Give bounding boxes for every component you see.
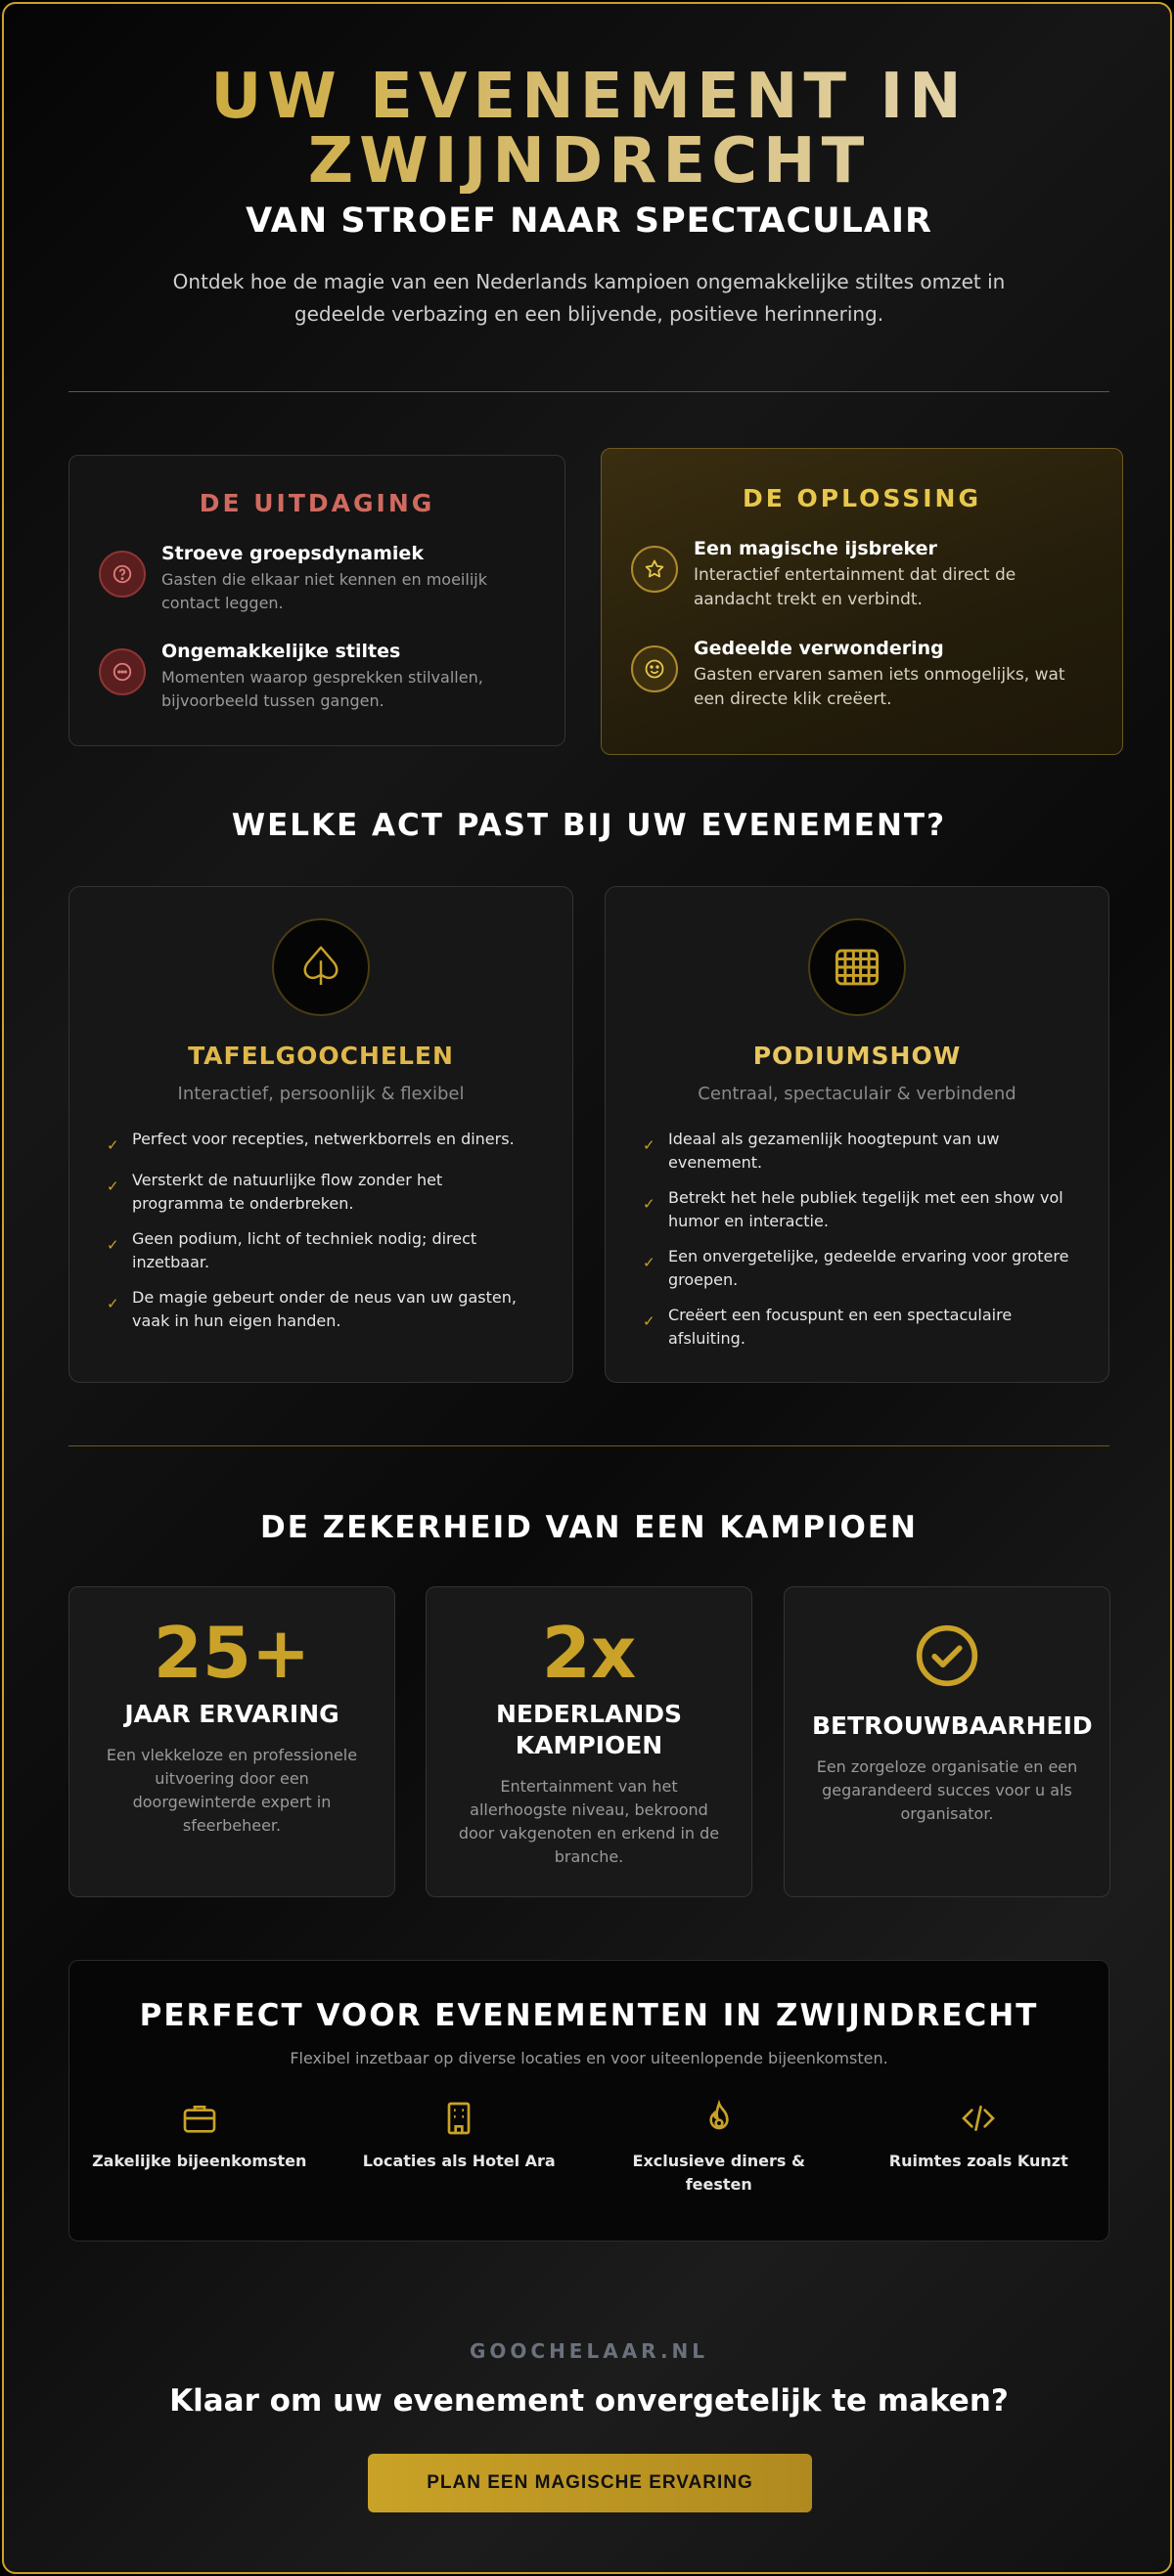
perfect-title: PERFECT VOOR EVENEMENTEN IN ZWIJNDRECHT — [139, 1998, 1039, 2033]
star-icon — [631, 546, 678, 593]
building-icon — [330, 2097, 590, 2140]
list-item: ✓ Betrekt het hele publiek tegelijk met een show vol humor en interactie. — [643, 1186, 1071, 1233]
act-card-podiumshow — [605, 886, 1109, 1383]
challenge-item — [99, 543, 535, 615]
spade-icon — [272, 918, 370, 1016]
challenge-item — [99, 641, 535, 713]
question-icon — [99, 551, 146, 598]
check-icon: ✓ — [643, 1136, 655, 1154]
champion-title: DE ZEKERHEID VAN EEN KAMPIOEN — [260, 1510, 918, 1545]
solution-panel — [601, 448, 1123, 755]
check-icon: ✓ — [643, 1312, 655, 1330]
venue-item — [330, 2097, 590, 2197]
stat-card-reliability — [784, 1586, 1110, 1897]
hero-description: Ontdek hoe de magie van een Nederlands kampioen ongemakkelijke stiltes omzet in gedeelde verbazing en een blijvende, positieve herinnering. — [172, 270, 1006, 326]
check-icon: ✓ — [107, 1177, 119, 1195]
stat-card-experience — [68, 1586, 395, 1897]
list-item: ✓ Een onvergetelijke, gedeelde ervaring voor grotere groepen. — [643, 1245, 1071, 1292]
check-circle-icon — [812, 1622, 1082, 1691]
venue-label: Exclusieve diners & feesten — [632, 2152, 805, 2194]
challenge-item-title: Ongemakkelijke stiltes — [161, 641, 401, 662]
act-card-tafelgoochelen — [68, 886, 573, 1383]
flame-icon — [589, 2097, 849, 2140]
check-icon: ✓ — [643, 1195, 655, 1213]
act-tagline: Centraal, spectaculair & verbindend — [698, 1084, 1016, 1104]
list-item: ✓ Geen podium, licht of techniek nodig; direct inzetbaar. — [107, 1227, 535, 1274]
act-tagline: Interactief, persoonlijk & flexibel — [177, 1084, 465, 1104]
stage-grid-icon — [808, 918, 906, 1016]
stat-text: Een vlekkeloze en professionele uitvoering door een doorgewinterde expert in sfeerbeheer. — [106, 1746, 358, 1835]
speech-bubble-icon — [99, 648, 146, 695]
solution-title: DE OPLOSSING — [742, 484, 982, 512]
venue-label: Zakelijke bijeenkomsten — [92, 2152, 307, 2170]
venue-item — [589, 2097, 849, 2197]
challenge-panel — [68, 455, 565, 746]
code-icon — [849, 2097, 1109, 2140]
stat-text: Een zorgeloze organisatie en een gegarandeerd succes voor u als organisator. — [816, 1757, 1078, 1823]
challenge-item-text: Gasten die elkaar niet kennen en moeilijk contact leggen. — [161, 570, 487, 612]
venue-item — [849, 2097, 1109, 2197]
list-item: ✓ Perfect voor recepties, netwerkborrels en diners. — [107, 1128, 535, 1157]
list-item: ✓ Ideaal als gezamenlijk hoogtepunt van uw evenement. — [643, 1128, 1071, 1175]
stat-title: NEDERLANDS KAMPIOEN — [495, 1700, 683, 1759]
list-item: ✓ De magie gebeurt onder de neus van uw gasten, vaak in hun eigen handen. — [107, 1286, 535, 1333]
solution-item — [631, 638, 1093, 712]
act-title: PODIUMSHOW — [752, 1042, 962, 1070]
briefcase-icon — [69, 2097, 330, 2140]
challenge-item-title: Stroeve groepsdynamiek — [161, 543, 424, 564]
check-icon: ✓ — [643, 1254, 655, 1271]
smiley-icon — [631, 645, 678, 692]
acts-title: WELKE ACT PAST BIJ UW EVENEMENT? — [231, 808, 947, 843]
challenge-title: DE UITDAGING — [199, 489, 435, 517]
list-item: ✓ Versterkt de natuurlijke flow zonder het programma te onderbreken. — [107, 1169, 535, 1216]
check-icon: ✓ — [107, 1295, 119, 1312]
perfect-panel — [68, 1960, 1109, 2242]
stat-title: JAAR ERVARING — [124, 1700, 339, 1728]
solution-item-text: Interactief entertainment dat direct de aandacht trekt en verbindt. — [694, 565, 1016, 609]
brand-name: GOOCHELAAR.NL — [469, 2339, 709, 2363]
hero-title: UW EVENEMENT IN ZWIJNDRECHT — [4, 65, 1172, 194]
stat-text: Entertainment van het allerhoogste niveau, bekroond door vakgenoten en erkend in de branche. — [458, 1777, 720, 1866]
act-points — [643, 1128, 1071, 1351]
cta-title: Klaar om uw evenement onvergetelijk te maken? — [169, 2383, 1009, 2419]
venue-label: Locaties als Hotel Ara — [362, 2152, 556, 2170]
plan-experience-button[interactable]: PLAN EEN MAGISCHE ERVARING — [368, 2454, 812, 2512]
act-points — [107, 1128, 535, 1333]
solution-item-text: Gasten ervaren samen iets onmogelijks, wat een directe klik creëert. — [694, 665, 1065, 709]
venue-label: Ruimtes zoals Kunzt — [888, 2152, 1068, 2170]
divider — [68, 391, 1109, 392]
perfect-lead: Flexibel inzetbaar op diverse locaties en voor uiteenlopende bijeenkomsten. — [290, 2049, 888, 2067]
challenge-item-text: Momenten waarop gesprekken stilvallen, bijvoorbeeld tussen gangen. — [161, 668, 483, 710]
solution-item-title: Gedeelde verwondering — [694, 638, 944, 659]
divider — [68, 1445, 1109, 1446]
check-icon: ✓ — [107, 1236, 119, 1254]
venue-list — [69, 2097, 1108, 2197]
stat-card-champion — [426, 1586, 752, 1897]
act-title: TAFELGOOCHELEN — [188, 1042, 454, 1070]
list-item: ✓ Creëert een focuspunt en een spectaculaire afsluiting. — [643, 1304, 1071, 1351]
venue-item — [69, 2097, 330, 2197]
stat-title: BETROUWBAARHEID — [812, 1711, 1093, 1740]
solution-item-title: Een magische ijsbreker — [694, 538, 937, 559]
stat-value: 2x — [541, 1612, 637, 1694]
check-icon: ✓ — [107, 1136, 119, 1154]
hero-subtitle: VAN STROEF NAAR SPECTACULAIR — [246, 201, 932, 241]
page-frame — [2, 2, 1172, 2574]
stat-value: 25+ — [153, 1612, 311, 1694]
solution-item — [631, 538, 1093, 612]
